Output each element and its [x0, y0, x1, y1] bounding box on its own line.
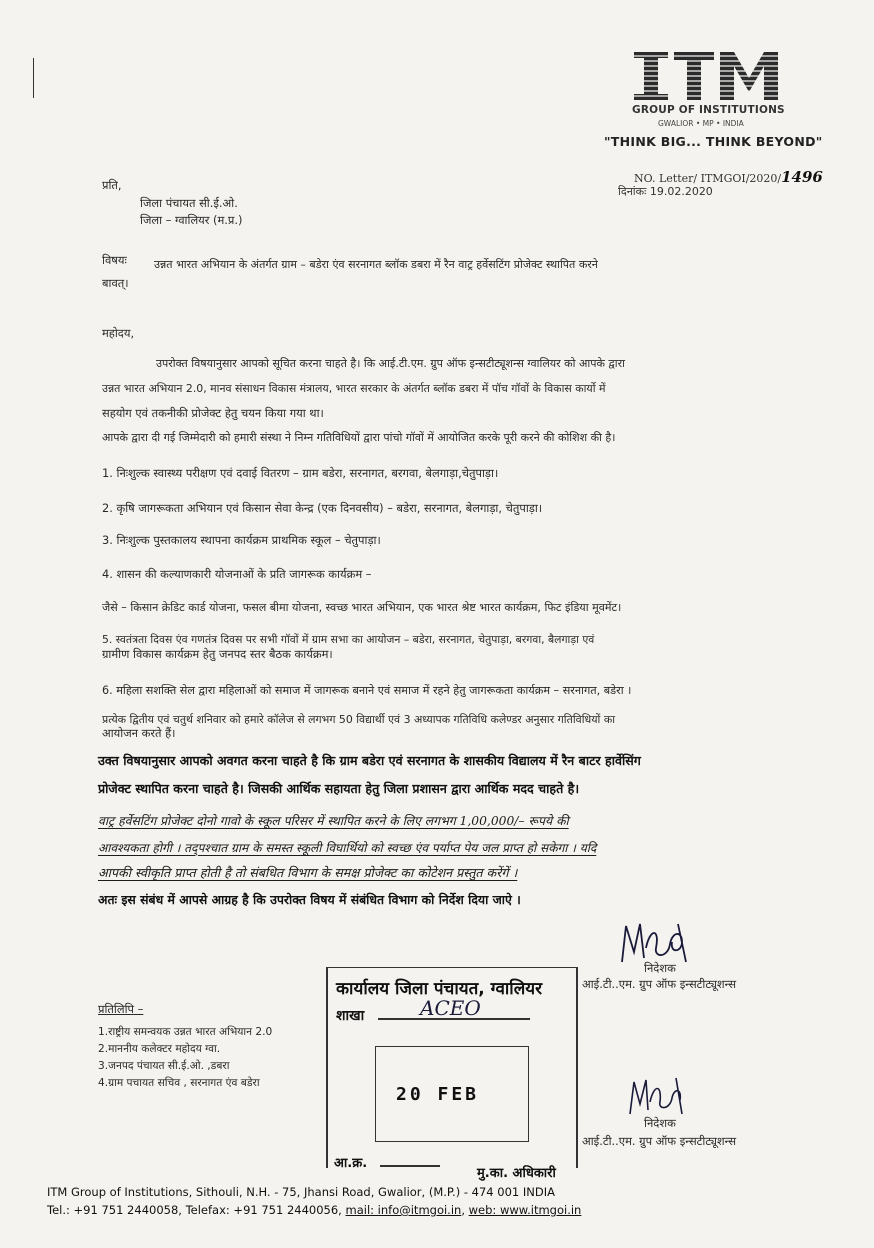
- request-line-2: प्रोजेक्ट स्थापित करना चाहते है। जिसकी आर्थिक सहायता हेतु जिला प्रशासन द्वारा आर्थिक मदद चाहते है।: [98, 781, 580, 796]
- closing-line: अतः इस संबंध में आपसे आग्रह है कि उपरोक्त विषय में संबंधित विभाग को निर्देश दिया जाऐ ।: [98, 892, 521, 907]
- para1-line-2: उन्नत भारत अभियान 2.0, मानव संसाधन विकास मंत्रालय, भारत सरकार के अंतर्गत ब्लॉक डबरा में पॉच गॉवों के विकास कार्यो में: [102, 382, 606, 395]
- footer-address: ITM Group of Institutions, Sithouli, N.H. - 75, Jhansi Road, Gwalior, (M.P.) - 474 001 INDIA: [47, 1185, 555, 1199]
- footer-email-link[interactable]: mail: info@itmgoi.in: [345, 1203, 462, 1217]
- para3-line-1: प्रत्येक द्वितीय एवं चतुर्थ शनिवार को हमारे कॉलेज से लगभग 50 विद्यार्थी एवं 3 अध्यापक गतिविधि कलेण्डर अनुसार गतिविधियों का: [102, 713, 616, 726]
- stamp-number-line: [380, 1165, 440, 1167]
- to-label: प्रति,: [102, 178, 122, 192]
- footer-web-link[interactable]: web: www.itmgoi.in: [468, 1203, 582, 1217]
- recipient-line-2: जिला – ग्वालियर (म.प्र.): [140, 213, 243, 227]
- copy-to-item-2: 2.माननीय कलेक्टर महोदय ग्वा.: [98, 1043, 221, 1055]
- activity-item-5-line-1: 5. स्वतंत्रता दिवस एंव गणतंत्र दिवस पर सभी गॉवों में ग्राम सभा का आयोजन – बडेरा, सरनागत, चेतुपाड़ा, बरगवा, बैलगाड़ा एवं: [102, 633, 595, 646]
- itm-logo: [632, 50, 780, 102]
- reference-label: NO. Letter/ ITMGOI/2020/: [634, 172, 782, 185]
- signature-org-1: आई.टी..एम. ग्रुप ऑफ इन्सटीट्यूशन्स: [582, 977, 737, 991]
- para2: आपके द्वारा दी गई जिम्मेदारी को हमारी संस्था ने निम्न गतिविधियों द्वारा पांचो गॉवों में आयोजित करके पूरी करने की कोशिश की है।: [102, 431, 616, 444]
- signature-org-2: आई.टी..एम. ग्रुप ऑफ इन्सटीट्यूशन्स: [582, 1134, 737, 1148]
- scan-edge-mark: [33, 58, 34, 98]
- activity-item-3: 3. निःशुल्क पुस्तकालय स्थापना कार्यक्रम प्राथमिक स्कूल – चेतुपाड़ा।: [102, 533, 381, 547]
- signature-title-1: निदेशक: [644, 961, 676, 975]
- footer-phone: Tel.: +91 751 2440058, Telefax: +91 751 2440056,: [47, 1203, 346, 1217]
- stamp-officer-label: मु.का. अधिकारी: [477, 1166, 556, 1181]
- stamp-title: कार्यालय जिला पंचायत, ग्वालियर: [336, 979, 543, 999]
- salutation: महोदय,: [102, 326, 135, 340]
- activity-item-4: 4. शासन की कल्याणकारी योजनाओं के प्रति जागरूक कार्यक्रम –: [102, 567, 372, 581]
- activity-item-4-detail: जैसे – किसान क्रेडिट कार्ड योजना, फसल बीमा योजना, स्वच्छ भारत अभियान, एक भारत श्रेष्ट भारत कार्यक्रम, फिट इंडिया मूवमेंट।: [102, 601, 622, 614]
- para3-line-2: आयोजन करते हैं।: [102, 726, 176, 740]
- director-signature-2: [626, 1074, 686, 1118]
- copy-to-item-3: 3.जनपद पंचायत सी.ई.ओ. ,डबरा: [98, 1060, 230, 1072]
- stamp-branch-handwritten: ACEO: [420, 996, 481, 1020]
- stamp-branch-label: शाखा: [336, 1008, 365, 1024]
- recipient-line-1: जिला पंचायत सी.ई.ओ.: [140, 196, 238, 210]
- para1-line-3: सहयोग एवं तकनीकी प्रोजेक्ट हेतु चयन किया गया था।: [102, 406, 324, 420]
- subject-line-1: उन्नत भारत अभियान के अंतर्गत ग्राम – बडेरा एंव सरनागत ब्लॉक डबरा में रैन वाट्र हर्वेसटिंग प्रोजेक्ट स्थापित करने: [154, 258, 598, 271]
- activity-item-1: 1. निःशुल्क स्वास्थ्य परीक्षण एवं दवाई वितरण – ग्राम बडेरा, सरनागत, बरगवा, बेलगाड़ा,चेतुपाड़ा।: [102, 466, 499, 480]
- request-line-1: उक्त विषयानुसार आपको अवगत करना चाहते है कि ग्राम बडेरा एवं सरनागत के शासकीय विद्यालय में रैन बाटर हार्वेसिंग: [98, 753, 641, 768]
- copy-to-item-4: 4.ग्राम पचायत सचिव , सरनागत एंव बडेरा: [98, 1077, 260, 1089]
- logo-subtitle: GROUP OF INSTITUTIONS: [632, 104, 785, 116]
- stamp-number-label: आ.क्र.: [334, 1156, 368, 1171]
- subject-line-2: बावत्।: [102, 276, 129, 290]
- logo-location: GWALIOR • MP • INDIA: [658, 119, 744, 128]
- para1-line-1: उपरोक्त विषयानुसार आपको सूचित करना चाहते है। कि आई.टी.एम. ग्रुप ऑफ इन्सटीट्यूशन्स ग्वालियर को आपके द्वारा: [156, 357, 625, 370]
- logo-text: ITM: [632, 50, 634, 51]
- activity-item-2: 2. कृषि जागरूकता अभियान एवं किसान सेवा केन्द्र (एक दिनवसीय) – बडेरा, सरनागत, बेलगाड़ा, चेतुपाड़ा।: [102, 501, 543, 515]
- reference-number: 1496: [781, 168, 823, 186]
- copy-to-item-1: 1.राष्ट्रीय समन्वयक उन्नत भारत अभियान 2.0: [98, 1026, 273, 1038]
- subject-label: विषयः: [102, 253, 127, 267]
- handwritten-line-2: आवश्यकता होगी । तद्पश्चात ग्राम के समस्त स्कूली विघार्थियो को स्वच्छ एंव पर्याप्त पेय जल प्राप्त हो सकेगा । यदि: [98, 841, 597, 855]
- date-label: दिनांकः: [618, 185, 647, 198]
- signature-title-2: निदेशक: [644, 1116, 676, 1130]
- tagline: "THINK BIG... THINK BEYOND": [604, 134, 823, 149]
- activity-item-6: 6. महिला सशक्ति सेल द्वारा महिलाओं को समाज में जागरूक बनाने एवं समाज में रहने हेतु जागरूकता कार्यक्रम – सरनागत, बडेरा ।: [102, 684, 632, 697]
- stamp-received-date: 20 FEB: [396, 1084, 480, 1105]
- activity-item-5-line-2: ग्रामीण विकास कार्यक्रम हेतु जनपद स्तर बैठक कार्यक्रम।: [102, 647, 333, 661]
- copy-to-label: प्रतिलिपि –: [98, 1002, 144, 1016]
- footer-contact: Tel.: +91 751 2440058, Telefax: +91 751 2440056, mail: info@itmgoi.in, web: www.itmgoi.in: [47, 1203, 582, 1217]
- date-line: [618, 184, 713, 199]
- handwritten-line-3: आपकी स्वीकृति प्राप्त होती है तो संबधित विभाग के समक्ष प्रोजेक्ट का कोटेशन प्रस्तुत करेंगें ।: [98, 865, 518, 880]
- date-value: 19.02.2020: [649, 185, 713, 198]
- handwritten-line-1: वाट्र हर्वेसटिंग प्रोजेक्ट दोनो गावो के स्कूल परिसर में स्थापित करने के लिए लगभग 1,00,000/– रूपये की: [98, 814, 569, 828]
